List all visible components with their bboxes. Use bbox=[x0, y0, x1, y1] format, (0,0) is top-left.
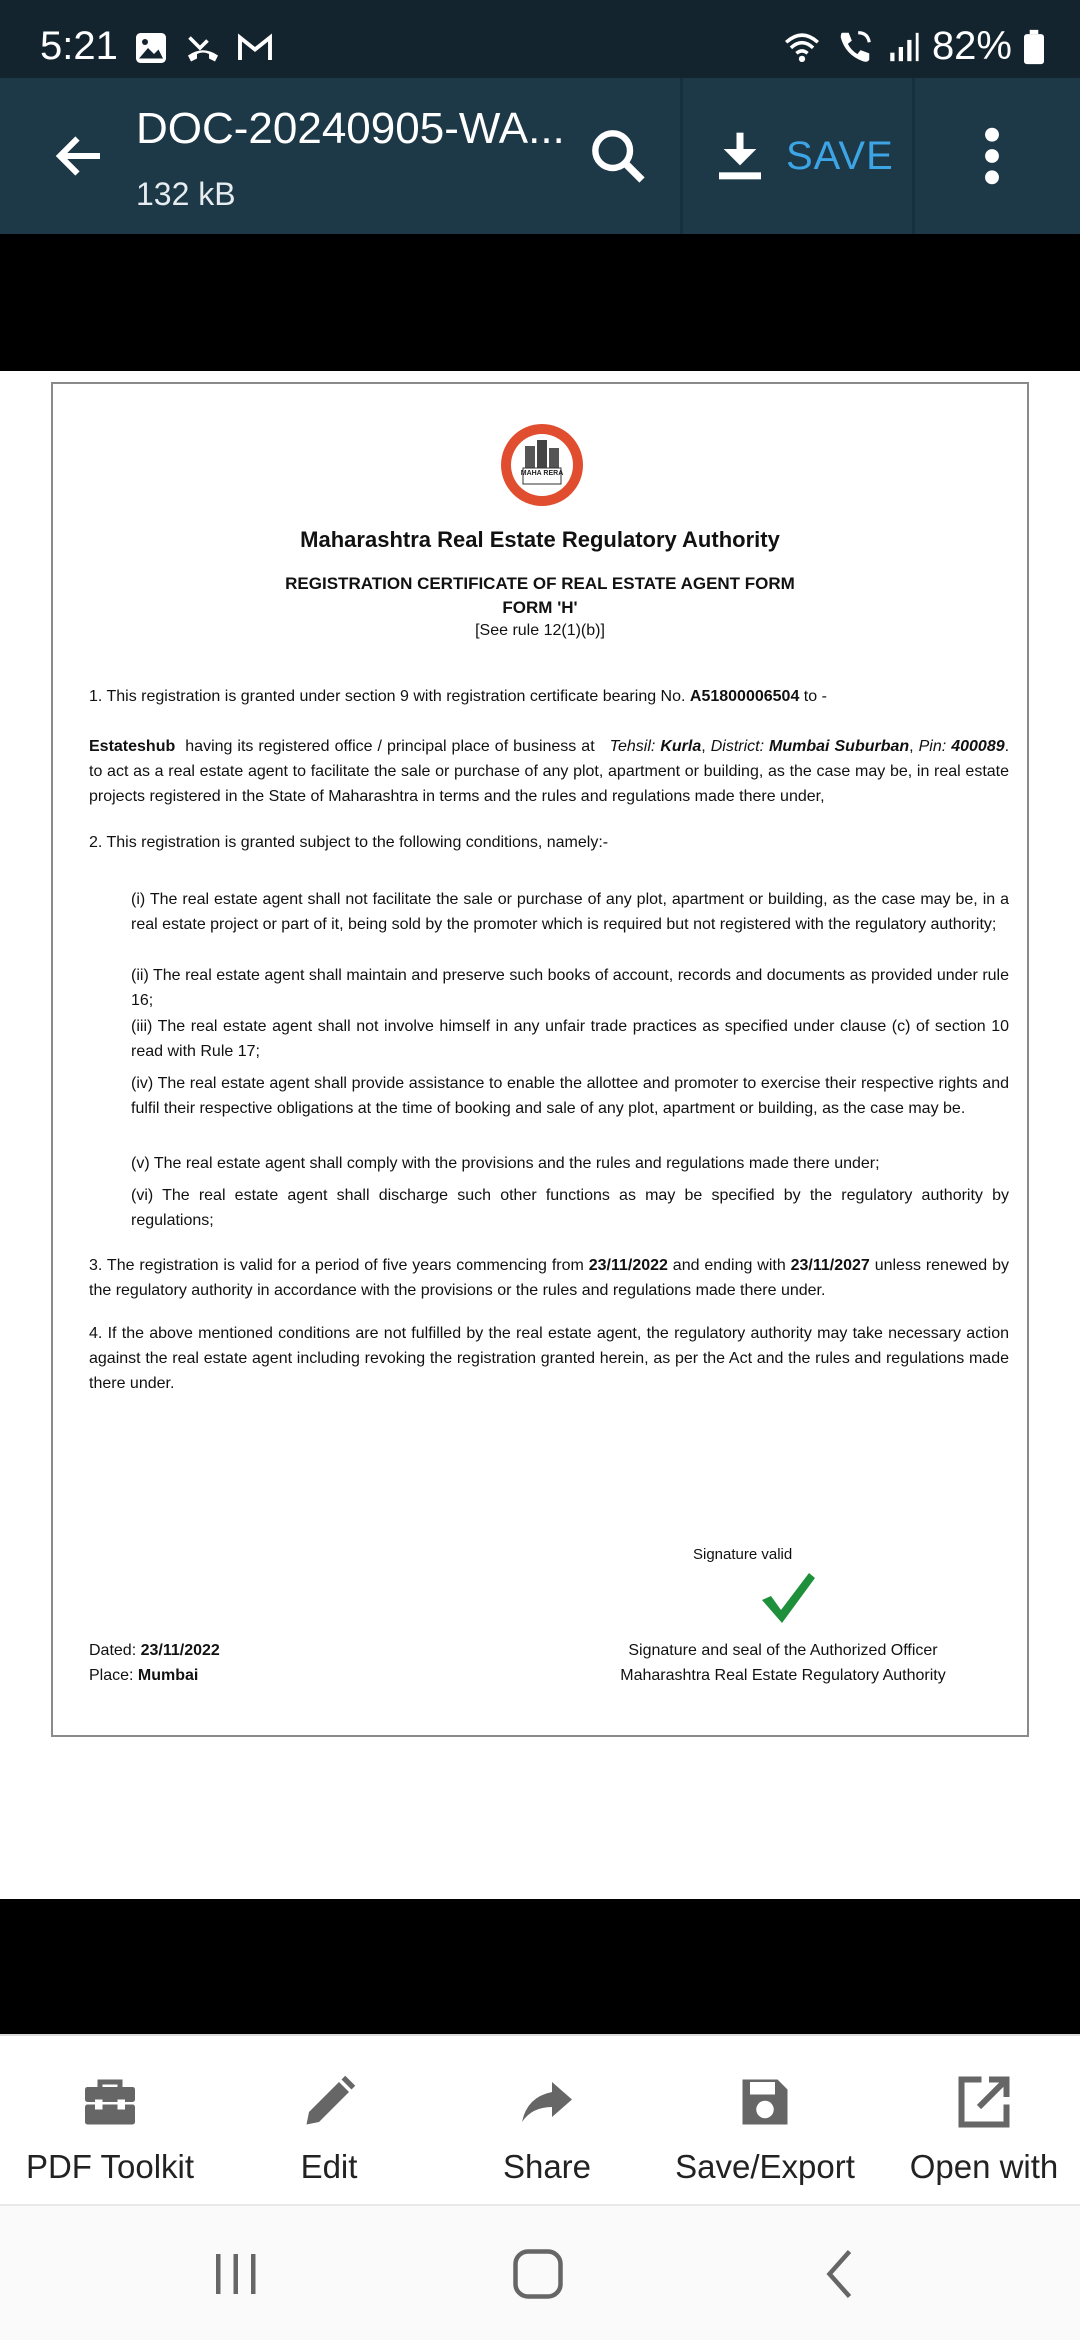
status-right bbox=[780, 24, 1044, 69]
signal-icon bbox=[886, 28, 920, 66]
open-external-icon bbox=[954, 2072, 1014, 2132]
appbar-divider bbox=[912, 78, 915, 234]
document-size: 132 kB bbox=[136, 176, 236, 212]
document-title: DOC-20240905-WA... bbox=[136, 104, 565, 153]
condition-2: (ii) The real estate agent shall maintain and preserve such books of account, records and documents as provided under rule 16; bbox=[131, 967, 1009, 1009]
paragraph-1: 1. This registration is granted under section 9 with registration certificate bearing No. A51800006504 to - bbox=[89, 688, 827, 705]
gallery-notification-icon bbox=[132, 30, 170, 66]
paragraph-4: 4. If the above mentioned conditions are not fulfilled by the real estate agent, the regulatory authority may take necessary action against the real estate agent including revoking the registration granted herein, as per the Act and the rules and regulations made there under. bbox=[89, 1325, 1009, 1392]
recent-apps-icon[interactable] bbox=[206, 2244, 266, 2304]
battery-icon bbox=[1024, 28, 1044, 66]
signature-block: Signature and seal of the Authorized Officer Maharashtra Real Estate Regulatory Authority bbox=[620, 1642, 946, 1684]
save-export-button[interactable]: Save/Export bbox=[657, 2036, 873, 2206]
rule-reference: [See rule 12(1)(b)] bbox=[475, 622, 605, 639]
toolbox-icon bbox=[80, 2072, 140, 2132]
registration-number: A51800006504 bbox=[689, 688, 800, 705]
save-button[interactable] bbox=[712, 124, 894, 188]
missed-call-icon bbox=[184, 30, 222, 66]
maharera-logo bbox=[499, 422, 585, 508]
open-with-button[interactable]: Open with bbox=[876, 2036, 1080, 2206]
dated-place: Dated: 23/11/2022 Place: Mumbai bbox=[89, 1642, 220, 1684]
district: Mumbai Suburban bbox=[769, 738, 910, 755]
paragraph-2: 2. This registration is granted subject to the following conditions, namely:- bbox=[89, 834, 609, 851]
valid-from: 23/11/2022 bbox=[588, 1257, 668, 1274]
condition-5: (v) The real estate agent shall comply with the provisions and the rules and regulations made there under; bbox=[131, 1155, 880, 1172]
app-bar bbox=[0, 78, 1080, 234]
wifi-icon bbox=[780, 28, 824, 66]
condition-3: (iii) The real estate agent shall not involve himself in any unfair trade practices as specified under clause (c) of section 10 read with Rule 17; bbox=[131, 1018, 1009, 1060]
authority-heading: Maharashtra Real Estate Regulatory Authority bbox=[300, 527, 780, 552]
certificate-title: REGISTRATION CERTIFICATE OF REAL ESTATE AGENT FORM bbox=[285, 574, 795, 593]
status-bar bbox=[0, 0, 1080, 78]
search-icon[interactable] bbox=[586, 124, 650, 188]
edit-button[interactable]: Edit bbox=[221, 2036, 437, 2206]
back-arrow-icon[interactable] bbox=[50, 126, 110, 186]
valid-to: 23/11/2027 bbox=[790, 1257, 870, 1274]
pdf-page[interactable] bbox=[51, 382, 1029, 1737]
battery-percent: 82% bbox=[931, 24, 1012, 68]
share-button[interactable]: Share bbox=[439, 2036, 655, 2206]
status-time: 5:21 bbox=[40, 24, 118, 68]
checkmark-icon[interactable] bbox=[759, 1570, 817, 1626]
pencil-icon bbox=[299, 2072, 359, 2132]
dated-value: 23/11/2022 bbox=[140, 1642, 220, 1659]
wifi-calling-icon bbox=[836, 28, 874, 66]
floppy-disk-icon bbox=[735, 2072, 795, 2132]
back-nav-icon[interactable] bbox=[812, 2244, 872, 2304]
form-label: FORM 'H' bbox=[502, 598, 578, 617]
download-icon bbox=[712, 126, 768, 186]
pin: 400089 bbox=[951, 738, 1005, 755]
condition-6: (vi) The real estate agent shall discharge such other functions as may be specified by the regulatory authority by regulations; bbox=[131, 1187, 1009, 1229]
signature-valid-label: Signature valid bbox=[693, 1546, 793, 1563]
home-icon[interactable] bbox=[508, 2244, 568, 2304]
gmail-icon bbox=[236, 30, 274, 66]
bottom-toolbar bbox=[0, 2034, 1080, 2204]
share-arrow-icon bbox=[517, 2072, 577, 2132]
paragraph-1-continued: Estateshub having its registered office / principal place of business at Tehsil: Kurla, District: Mumbai Suburban, Pin: 400089. to act as a real estate agent to facilitate the sale or purchase of any plot, apartment or building, as the case may be, in real estate projects registered in the State of Maharashtra in terms and the rules and regulations made there under, bbox=[89, 738, 1010, 805]
save-label: SAVE bbox=[786, 133, 894, 178]
navigation-bar bbox=[0, 2204, 1080, 2340]
paragraph-3: 3. The registration is valid for a period of five years commencing from 23/11/2022 and ending with 23/11/2027 unless renewed by the regulatory authority in accordance with the provisions or the rules and regulations made there under. bbox=[89, 1257, 1009, 1299]
tehsil: Kurla bbox=[660, 738, 702, 755]
agent-name: Estateshub bbox=[89, 738, 176, 755]
place-value: Mumbai bbox=[137, 1667, 199, 1684]
logo-text: MAHA RERA bbox=[520, 470, 564, 477]
notification-icons bbox=[132, 30, 274, 70]
more-options-icon[interactable] bbox=[972, 124, 1012, 188]
appbar-divider bbox=[680, 78, 683, 234]
condition-1: (i) The real estate agent shall not facilitate the sale or purchase of any plot, apartment or building, as the case may be, in a real estate project or part of it, being sold by the promoter which is required but not registered with the regulatory authority; bbox=[131, 891, 1009, 933]
pdf-toolkit-button[interactable]: PDF Toolkit bbox=[2, 2036, 218, 2206]
condition-4: (iv) The real estate agent shall provide assistance to enable the allottee and promoter to exercise their respective rights and fulfil their respective obligations at the time of booking and sale of any plot, apartment or building, as the case may be. bbox=[131, 1075, 1009, 1117]
